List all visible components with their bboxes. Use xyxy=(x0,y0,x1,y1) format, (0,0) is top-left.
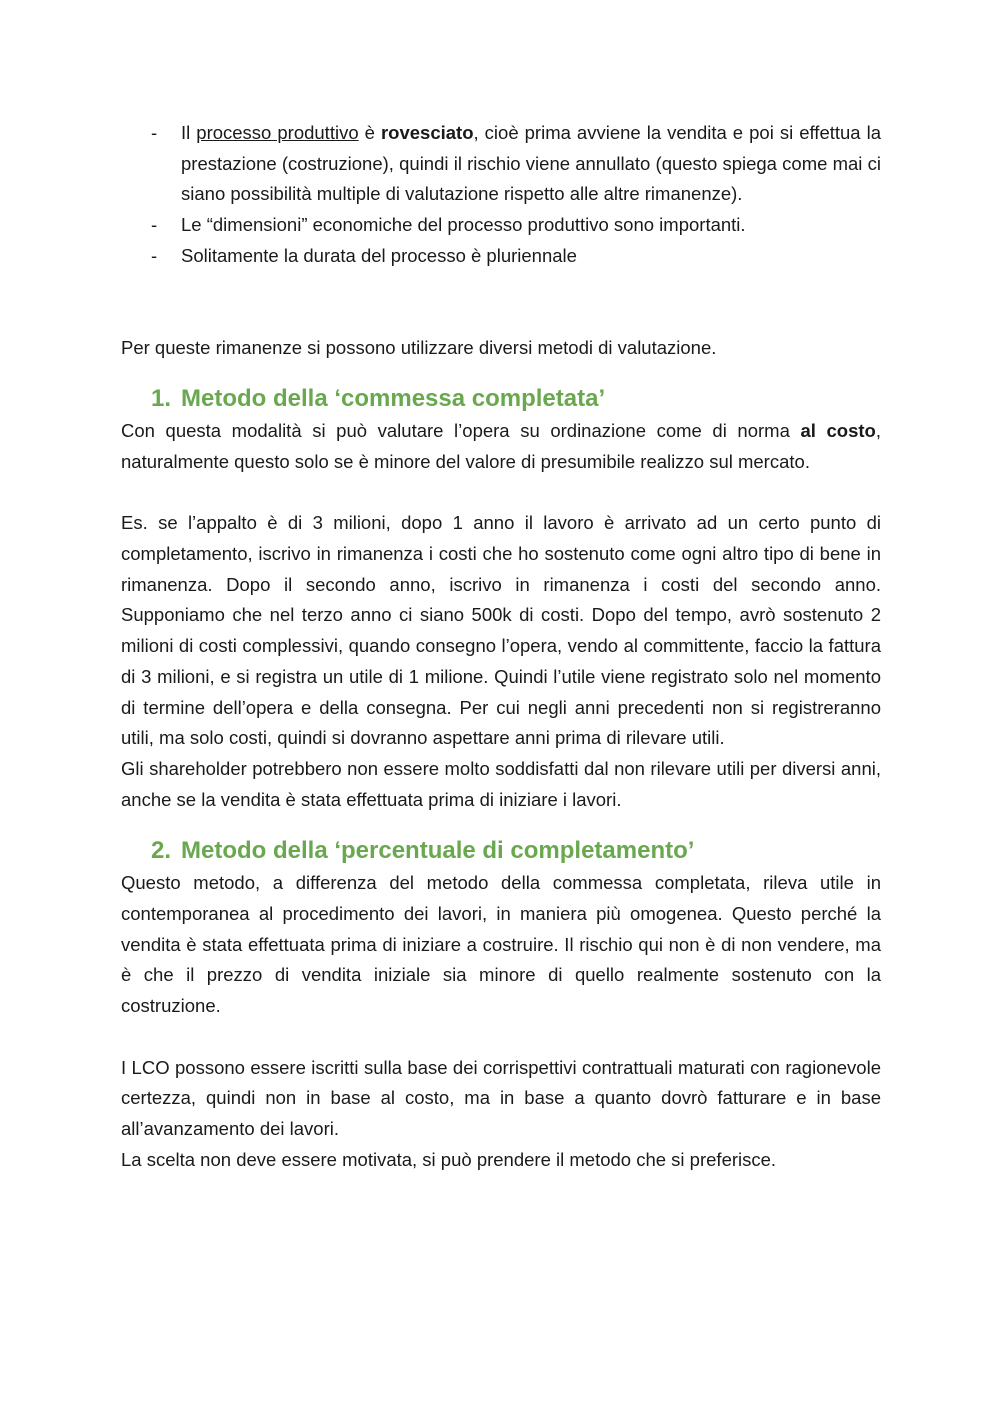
paragraph-text: Con questa modalità si può valutare l’opera su ordinazione come di norma xyxy=(121,420,801,442)
bold-term: rovesciato xyxy=(380,122,474,143)
document-page xyxy=(121,118,881,1175)
bullet-marker: - xyxy=(151,122,158,143)
section2-paragraph-2: I LCO possono essere iscritti sulla base dei corrispettivi contrattuali maturati con ragionevole certezza, quindi non in base al costo, ma in base a quanto dovrò fatturare e in base all’avanzamento dei lavori. xyxy=(121,1056,881,1139)
underlined-term: processo produttivo xyxy=(196,122,359,143)
bullet-text: Solitamente la durata del processo è pluriennale xyxy=(181,244,577,266)
section1-paragraph-2: Es. se l’appalto è di 3 milioni, dopo 1 anno il lavoro è arrivato ad un certo punto di completamento, iscrivo in rimanenza i costi che ho sostenuto come ogni altro tipo di bene in rimanenza. Dopo il secondo anno, iscrivo in rimanenza i costi del secondo anno. Supponiamo che nel terzo anno ci siano 500k di costi. Dopo del tempo, avrò sostenuto 2 milioni di costi complessivi, quando consegno l’opera, vendo al committente, faccio la fattura di 3 milioni, e si registra un utile di 1 milione. Quindi l’utile viene registrato solo nel momento di termine dell’opera e della consegna. Per cui negli anni precedenti non si registreranno utili, ma solo costi, quindi si dovranno aspettare anni prima di rilevare utili. xyxy=(121,512,881,749)
bullet-marker: - xyxy=(151,244,158,266)
section-heading-1 xyxy=(121,382,881,416)
bullet-marker: - xyxy=(151,214,158,236)
bullet-item xyxy=(121,118,881,210)
bold-term: al costo xyxy=(800,420,876,442)
bullet-item xyxy=(121,210,881,241)
bullet-text: Le “dimensioni” economiche del processo produttivo sono importanti. xyxy=(181,214,746,236)
section-number: 2. xyxy=(151,837,172,865)
intro-paragraph: Per queste rimanenze si possono utilizzare diversi metodi di valutazione. xyxy=(121,336,717,358)
section-title: Metodo della ‘commessa completata’ xyxy=(181,385,606,413)
section1-paragraph-3: Gli shareholder potrebbero non essere molto soddisfatti dal non rilevare utili per diversi anni, anche se la vendita è stata effettuata prima di iniziare i lavori. xyxy=(121,757,881,810)
bullet-item xyxy=(121,241,881,272)
section2-paragraph-3: La scelta non deve essere motivata, si può prendere il metodo che si preferisce. xyxy=(121,1148,777,1170)
bullet-list xyxy=(121,118,881,272)
section2-paragraph-1: Questo metodo, a differenza del metodo della commessa completata, rileva utile in contemporanea al procedimento dei lavori, in maniera più omogenea. Questo perché la vendita è stata effettuata prima di iniziare a costruire. Il rischio qui non è di non vendere, ma è che il prezzo di vendita iniziale sia minore di quello realmente sostenuto con la costruzione. xyxy=(121,872,881,1017)
bullet-text-suffix: , cioè prima avviene la vendita e poi si effettua la prestazione (costruzione), quindi il rischio viene annullato (questo spiega come mai ci siano possibilità multiple di valutazione rispetto alle altre rimanenze). xyxy=(181,122,882,205)
paragraph-text: , naturalmente questo solo se è minore del valore di presumibile realizzo sul mercato. xyxy=(121,420,881,472)
section-heading-2 xyxy=(121,834,881,868)
section1-paragraph-1 xyxy=(121,416,881,477)
bullet-text-prefix: Il xyxy=(181,122,197,143)
section-title: Metodo della ‘percentuale di completamento’ xyxy=(181,837,695,865)
bullet-text-middle: è xyxy=(358,122,381,143)
section-number: 1. xyxy=(151,385,172,413)
